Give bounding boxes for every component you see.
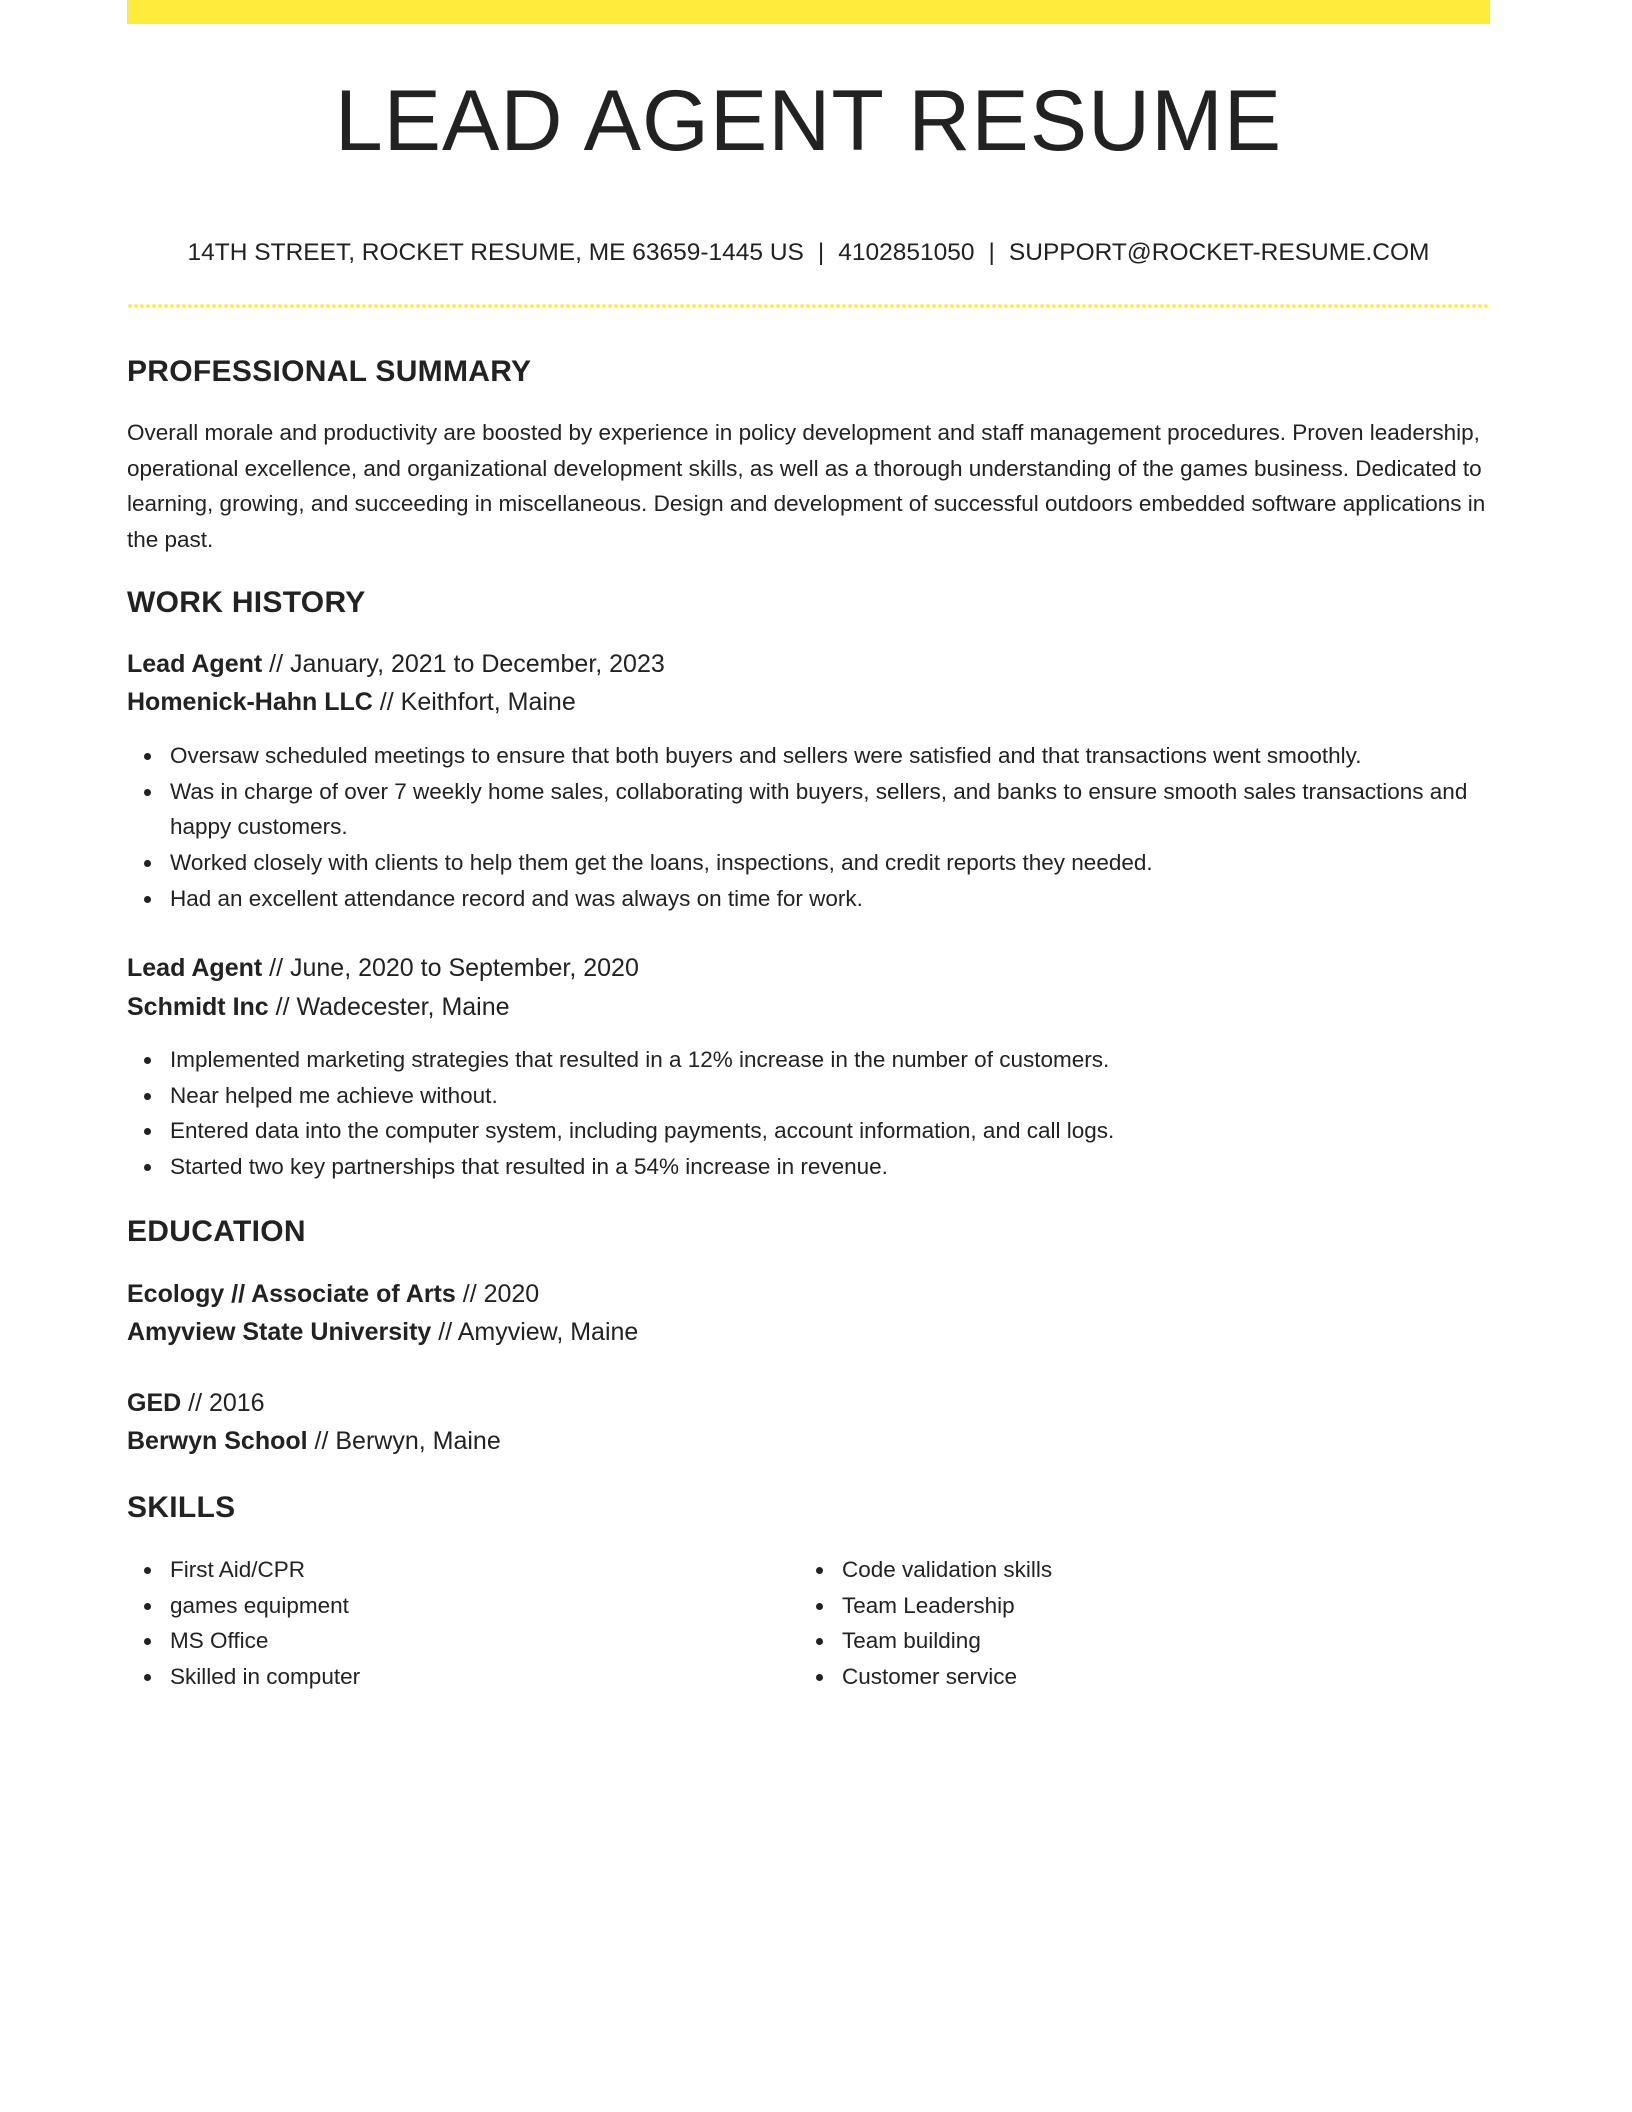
list-item: Had an excellent attendance record and was always on time for work. bbox=[127, 881, 1490, 917]
skill-item: Customer service bbox=[799, 1659, 1459, 1695]
contact-address: 14TH STREET, ROCKET RESUME, ME 63659-1445 US bbox=[187, 239, 804, 266]
contact-phone: 4102851050 bbox=[838, 239, 975, 266]
education-degree-line bbox=[127, 1278, 539, 1310]
education-degree: Ecology // Associate of Arts bbox=[127, 1280, 456, 1308]
contact-email: SUPPORT@ROCKET-RESUME.COM bbox=[1008, 239, 1430, 266]
education-location: // Amyview, Maine bbox=[431, 1318, 639, 1346]
list-item: Started two key partnerships that resulted in a 54% increase in revenue. bbox=[127, 1149, 1490, 1185]
job-bullets bbox=[127, 738, 1490, 917]
list-item: Entered data into the computer system, including payments, account information, and call logs. bbox=[127, 1113, 1490, 1149]
top-accent-bar bbox=[127, 0, 1490, 24]
skill-item: Skilled in computer bbox=[127, 1659, 787, 1695]
skill-item: Team Leadership bbox=[799, 1588, 1459, 1624]
education-location: // Berwyn, Maine bbox=[307, 1427, 501, 1455]
list-item: Oversaw scheduled meetings to ensure that both buyers and sellers were satisfied and that transactions went smoothly. bbox=[127, 738, 1490, 774]
list-item: Implemented marketing strategies that resulted in a 12% increase in the number of customers. bbox=[127, 1042, 1490, 1078]
job-title: Lead Agent bbox=[127, 954, 263, 982]
skill-item: First Aid/CPR bbox=[127, 1552, 787, 1588]
list-item: Worked closely with clients to help them get the loans, inspections, and credit reports they needed. bbox=[127, 845, 1490, 881]
education-year: // 2020 bbox=[455, 1280, 540, 1308]
education-degree: GED bbox=[127, 1389, 182, 1417]
list-item: Was in charge of over 7 weekly home sales, collaborating with buyers, sellers, and banks to ensure smooth sales transactions and happy customers. bbox=[127, 774, 1490, 845]
contact-line bbox=[127, 238, 1490, 268]
job-company-line bbox=[127, 686, 576, 718]
contact-separator: | bbox=[817, 239, 825, 266]
skills-list-right bbox=[799, 1552, 1459, 1695]
job-title-line bbox=[127, 648, 665, 680]
education-school-line bbox=[127, 1425, 501, 1457]
dotted-divider bbox=[127, 304, 1490, 308]
job-company: Homenick-Hahn LLC bbox=[127, 688, 373, 716]
education-school: Berwyn School bbox=[127, 1427, 308, 1455]
education-school: Amyview State University bbox=[127, 1318, 432, 1346]
education-school-line bbox=[127, 1316, 638, 1348]
job-company: Schmidt Inc bbox=[127, 993, 269, 1021]
job-bullets bbox=[127, 1042, 1490, 1185]
job-location: // Keithfort, Maine bbox=[372, 688, 576, 716]
skill-item: Team building bbox=[799, 1623, 1459, 1659]
work-history-heading: WORK HISTORY bbox=[127, 586, 366, 619]
job-company-line bbox=[127, 991, 510, 1023]
skill-item: Code validation skills bbox=[799, 1552, 1459, 1588]
job-location: // Wadecester, Maine bbox=[268, 993, 510, 1021]
contact-separator: | bbox=[988, 239, 995, 266]
resume-title: LEAD AGENT RESUME bbox=[334, 73, 1283, 169]
list-item: Near helped me achieve without. bbox=[127, 1078, 1490, 1114]
education-year: // 2016 bbox=[181, 1389, 265, 1417]
job-title: Lead Agent bbox=[127, 650, 263, 678]
skill-item: MS Office bbox=[127, 1623, 787, 1659]
education-degree-line bbox=[127, 1387, 265, 1419]
skills-list-left bbox=[127, 1552, 787, 1695]
job-dates: // June, 2020 to September, 2020 bbox=[262, 954, 639, 982]
summary-text: Overall morale and productivity are boosted by experience in policy development and staff management procedures. Proven leadership, operational excellence, and organizational development skills, as well as a thorough understanding of the games business. Dedicated to learning, growing, and succeeding in miscellaneous. Design and development of successful outdoors embedded software applications in the past. bbox=[127, 420, 1486, 553]
skills-heading: SKILLS bbox=[127, 1491, 236, 1524]
summary-heading: PROFESSIONAL SUMMARY bbox=[127, 355, 532, 388]
skill-item: games equipment bbox=[127, 1588, 787, 1624]
job-dates: // January, 2021 to December, 2023 bbox=[262, 650, 665, 678]
education-heading: EDUCATION bbox=[127, 1215, 306, 1248]
job-title-line bbox=[127, 952, 639, 984]
